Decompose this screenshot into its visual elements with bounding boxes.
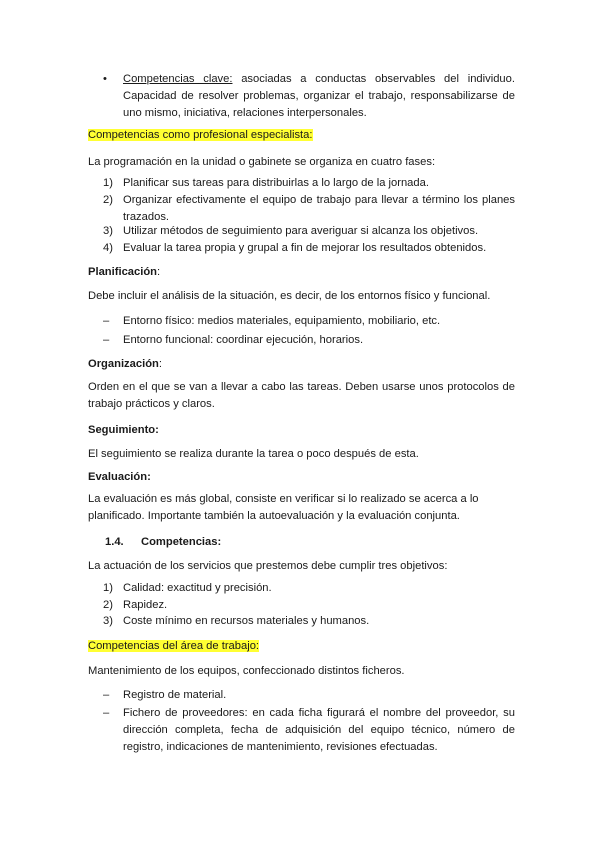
list-item: 3) Utilizar métodos de seguimiento para averiguar si alcanza los objetivos. [103,225,479,237]
heading-area-block [88,638,515,655]
bullet-text: asociadas a conductas observables del individuo. Capacidad de resolver problemas, organizar el trabajo, responsabilizarse de uno mismo, iniciativa, relaciones interpersonales. [123,73,515,119]
list-item: – Entorno físico: medios materiales, equipamiento, mobiliario, etc. [103,315,441,327]
list-item: 4) Evaluar la tarea propia y grupal a fin de mejorar los resultados obtenidos. [103,242,487,254]
list-item: – Registro de material. [103,689,227,701]
list-item: – Entorno funcional: coordinar ejecución, horarios. [103,334,364,346]
heading-especialista: Competencias como profesional especialista: [88,129,313,141]
section-number: 1.4. [105,536,124,548]
list-item: – Fichero de proveedores: en cada ficha figurará el nombre del proveedor, su dirección completa, fecha de adquisición del equipo técnico, número de registro, indicaciones de mantenimiento, revisiones efectuadas. [103,707,515,753]
para-organizacion: Orden en el que se van a llevar a cabo las tareas. Deben usarse unos protocolos de trabajo prácticos y claros. [88,381,515,410]
list-item: 1) Planificar sus tareas para distribuirlas a lo largo de la jornada. [103,177,429,189]
para-seguimiento: El seguimiento se realiza durante la tarea o poco después de esta. [88,448,419,460]
list-item: 2) Organizar efectivamente el equipo de trabajo para llevar a término los planes trazados. [103,194,515,223]
bullet-marker: • [103,73,107,85]
heading-especialista-block [88,127,515,144]
heading-planificacion-block: Planificación: [88,266,161,278]
para-planificacion: Debe incluir el análisis de la situación, es decir, de los entornos físico y funcional. [88,290,491,302]
list-item: 2) Rapidez. [103,599,168,611]
heading-organizacion-block: Organización: [88,358,162,370]
para-actuacion: La actuación de los servicios que prestemos debe cumplir tres objetivos: [88,560,448,572]
bullet-competencias-clave [88,71,515,122]
list-item: 3) Coste mínimo en recursos materiales y humanos. [103,615,370,627]
heading-planificacion: Planificación [88,266,158,278]
list-item: 1) Calidad: exactitud y precisión. [103,582,272,594]
section-heading [105,534,221,551]
para-mantenimiento: Mantenimiento de los equipos, confeccionado distintos ficheros. [88,665,405,677]
para-programacion: La programación en la unidad o gabinete se organiza en cuatro fases: [88,156,436,168]
heading-area: Competencias del área de trabajo: [88,640,260,652]
section-title: Competencias: [141,536,222,548]
heading-evaluacion: Evaluación: [88,471,151,483]
heading-seguimiento: Seguimiento: [88,424,159,436]
para-evaluacion: La evaluación es más global, consiste en verificar si lo realizado se acerca a lo planificado. Importante también la autoevaluación y la evaluación conjunta. [88,493,479,522]
term-competencias-clave: Competencias clave: [123,73,233,85]
heading-organizacion: Organización [88,358,159,370]
